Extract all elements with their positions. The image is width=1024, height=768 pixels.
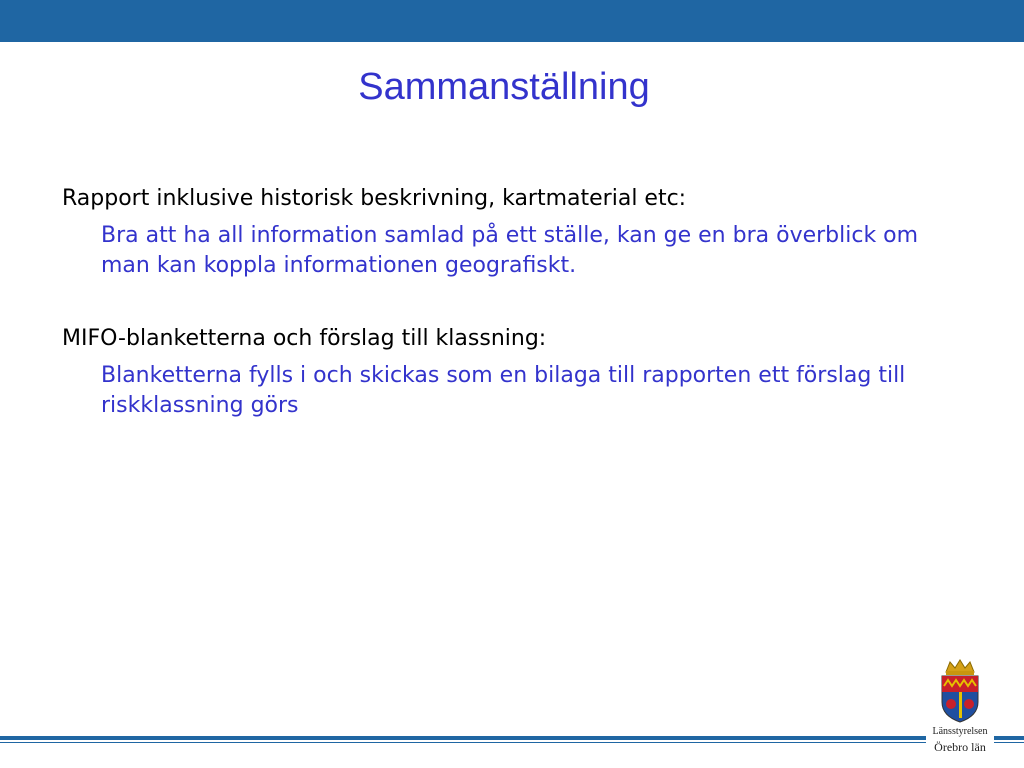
logo-text-line1: Länsstyrelsen: [932, 726, 988, 737]
coat-of-arms-icon: [926, 658, 994, 724]
county-logo: [926, 658, 994, 762]
logo-text-line2: Örebro län: [934, 740, 986, 754]
section-heading-report: Rapport inklusive historisk beskrivning, kartmaterial etc:: [62, 186, 687, 211]
top-bar: [0, 0, 1024, 42]
bottom-rule-thin: [0, 742, 1024, 743]
section-detail-mifo: Blanketterna fylls i och skickas som en bilaga till rapporten ett förslag till riskklassning görs: [101, 363, 906, 418]
section-heading-mifo: MIFO-blanketterna och förslag till klassning:: [62, 326, 547, 351]
bottom-rule: [0, 736, 1024, 740]
slide-content: [62, 183, 942, 421]
section-detail-report: Bra att ha all information samlad på ett ställe, kan ge en bra överblick om man kan koppla informationen geografiskt.: [101, 223, 919, 278]
slide-title: Sammanställning: [358, 66, 650, 108]
